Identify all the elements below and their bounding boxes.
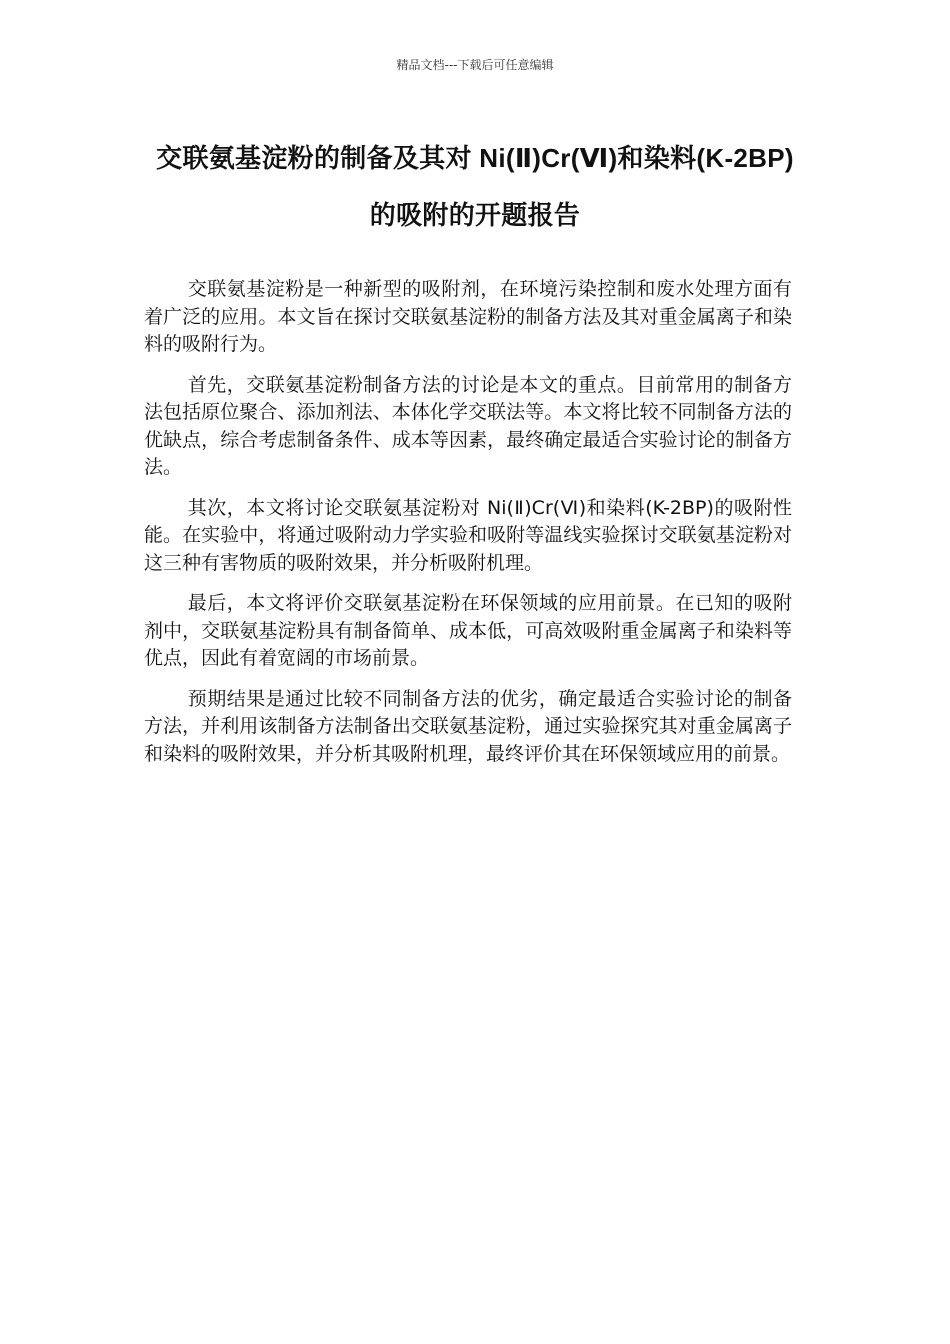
paragraph-expected-results: 预期结果是通过比较不同制备方法的优劣，确定最适合实验讨论的制备方法，并利用该制备方法制备出交联氨基淀粉，通过实验探究其对重金属离子和染料的吸附效果，并分析其吸附机理，最终评价其在环保领域应用的前景。 bbox=[144, 687, 792, 765]
document-title: 交联氨基淀粉的制备及其对 Ni(Ⅱ)Cr(Ⅵ)和染料(K-2BP)的吸附的开题报告 bbox=[156, 143, 794, 230]
paragraph-preparation-methods: 首先，交联氨基淀粉制备方法的讨论是本文的重点。目前常用的制备方法包括原位聚合、添加剂法、本体化学交联法等。本文将比较不同制备方法的优缺点，综合考虑制备条件、成本等因素，最终确定最适合实验讨论的制备方法。 bbox=[144, 373, 792, 478]
document-body bbox=[144, 276, 792, 781]
page-header-note: 精品文档---下载后可任意编辑 bbox=[396, 58, 554, 72]
paragraph-intro: 交联氨基淀粉是一种新型的吸附剂，在环境污染控制和废水处理方面有着广泛的应用。本文旨在探讨交联氨基淀粉的制备方法及其对重金属离子和染料的吸附行为。 bbox=[144, 278, 792, 355]
paragraph-application-prospects: 最后，本文将评价交联氨基淀粉在环保领域的应用前景。在已知的吸附剂中，交联氨基淀粉具有制备简单、成本低，可高效吸附重金属离子和染料等优点，因此有着宽阔的市场前景。 bbox=[144, 592, 792, 669]
paragraph-adsorption-performance: 其次，本文将讨论交联氨基淀粉对 Ni(Ⅱ)Cr(Ⅵ)和染料(K-2BP)的吸附性能。在实验中，将通过吸附动力学实验和吸附等温线实验探讨交联氨基淀粉对这三种有害物质的吸附效果，并分析吸附机理。 bbox=[144, 496, 792, 574]
